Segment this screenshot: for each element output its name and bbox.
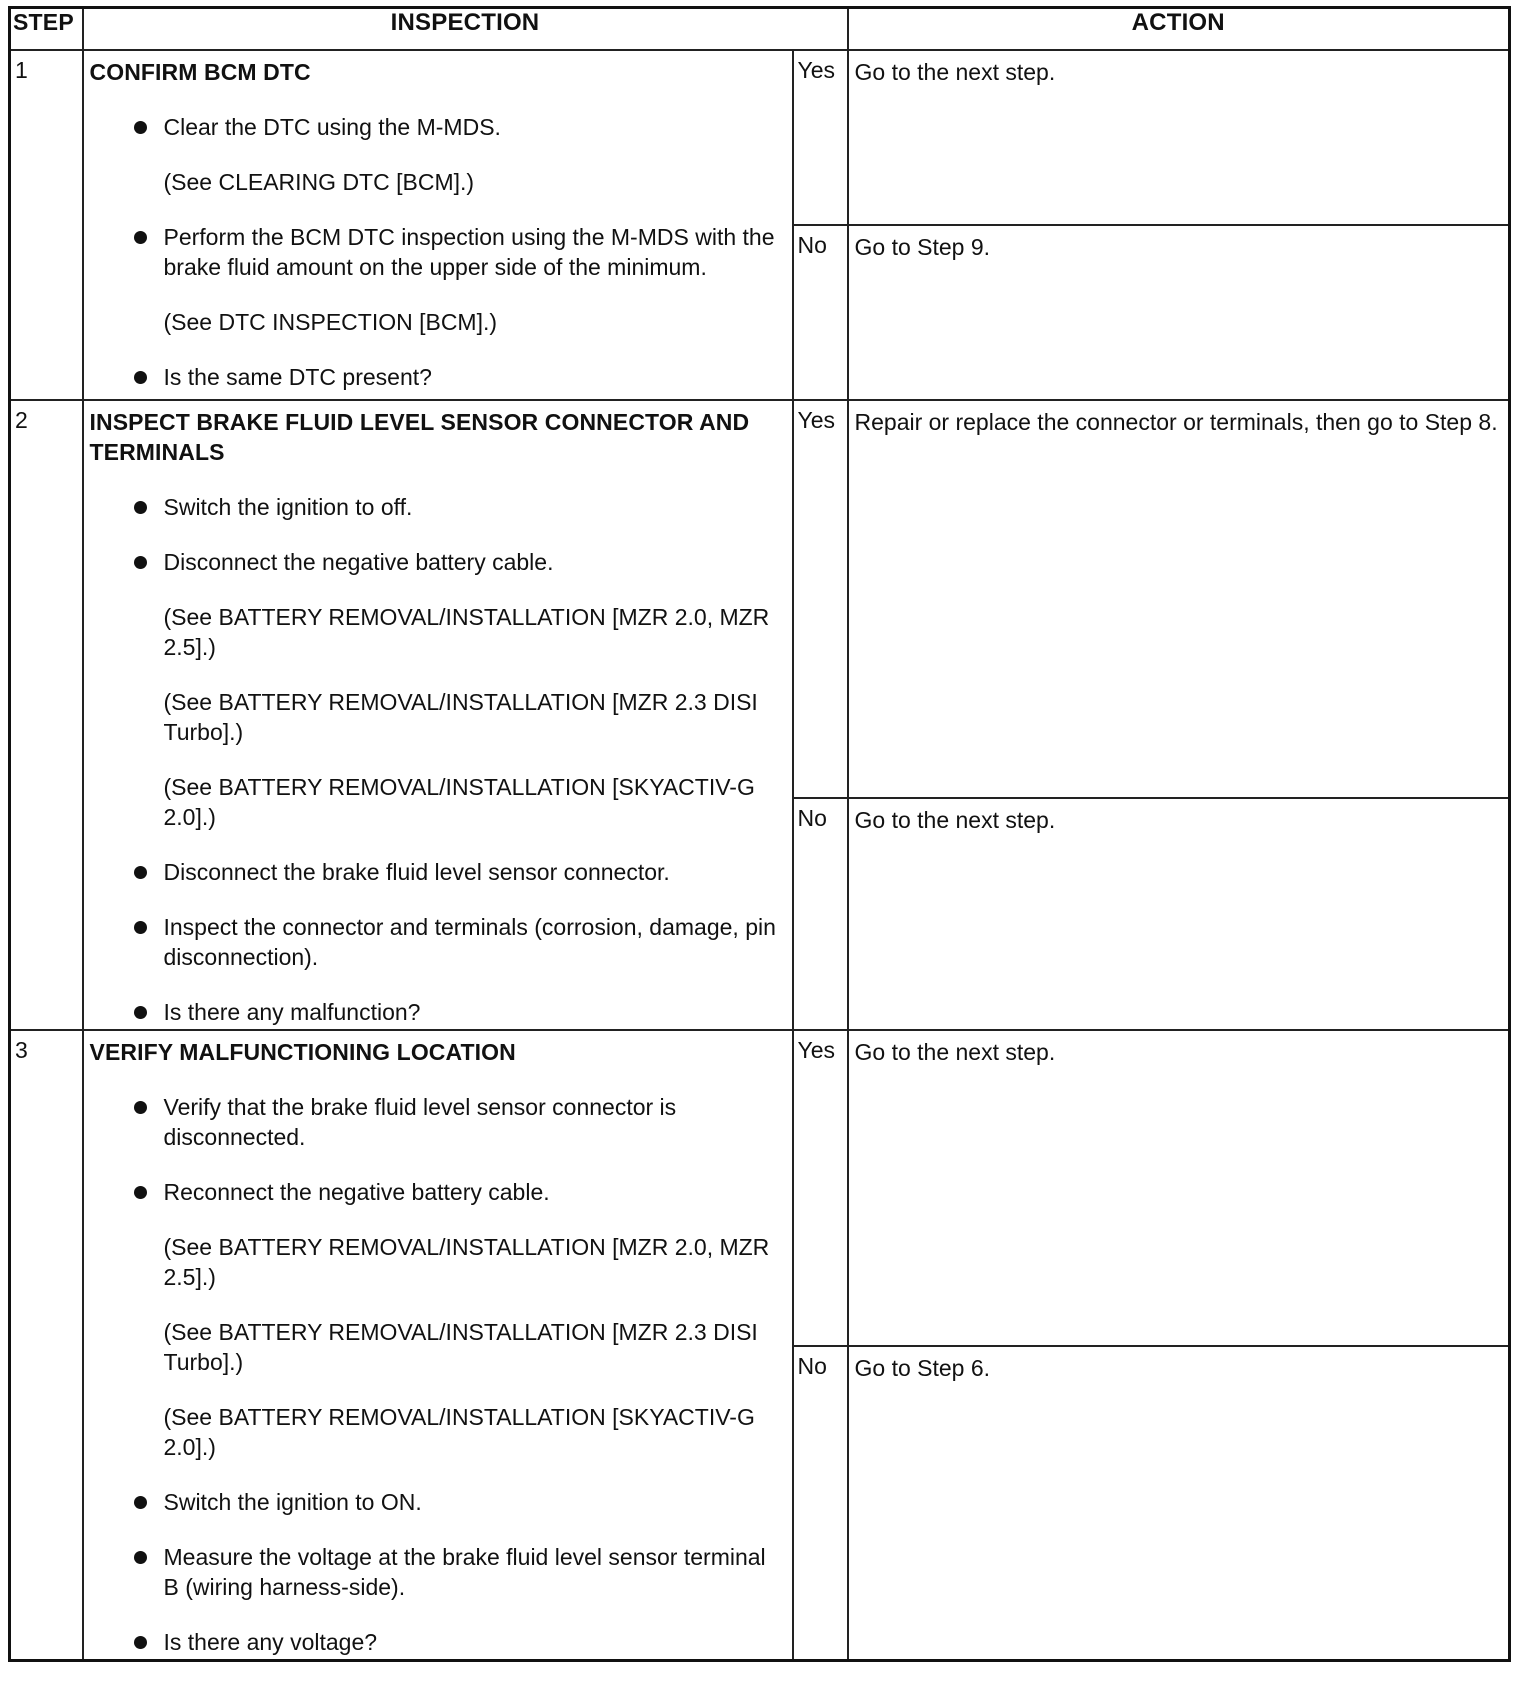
- bullet-text: Switch the ignition to ON.: [163, 1489, 422, 1515]
- bullet-text: Measure the voltage at the brake fluid level sensor terminal B (wiring harness-side).: [163, 1544, 766, 1600]
- header-row: [10, 8, 1510, 51]
- reference-text: (See BATTERY REMOVAL/INSTALLATION [MZR 2.0, MZR 2.5].): [163, 604, 770, 660]
- bullet-dot-icon: [134, 1636, 147, 1649]
- inspection-cell: [83, 400, 793, 1030]
- yes-action: Repair or replace the connector or terminals, then go to Step 8.: [848, 400, 1510, 798]
- step-number: 1: [10, 50, 83, 400]
- bullet-text: Verify that the brake fluid level sensor connector is disconnected.: [163, 1094, 677, 1150]
- no-action: Go to Step 6.: [848, 1346, 1510, 1661]
- yes-label: Yes: [793, 400, 848, 798]
- inspection-header: INSPECTION: [83, 8, 848, 51]
- bullet-dot-icon: [134, 866, 147, 879]
- bullet-item: [90, 222, 782, 282]
- bullet-text: Disconnect the negative battery cable.: [163, 549, 554, 575]
- step-number: 3: [10, 1030, 83, 1661]
- bullet-dot-icon: [134, 1101, 147, 1114]
- bullet-text: Perform the BCM DTC inspection using the M-MDS with the brake fluid amount on the upper side of the minimum.: [163, 224, 775, 280]
- bullet-dot-icon: [134, 1186, 147, 1199]
- step-row-3: [10, 1030, 1510, 1346]
- action-header: ACTION: [848, 8, 1510, 51]
- bullet-dot-icon: [134, 501, 147, 514]
- inspection-cell: [83, 1030, 793, 1661]
- bullet-dot-icon: [134, 556, 147, 569]
- reference-text: (See BATTERY REMOVAL/INSTALLATION [MZR 2.3 DISI Turbo].): [163, 1319, 758, 1375]
- inspection-cell: [83, 50, 793, 400]
- bullet-item: [90, 1487, 782, 1517]
- yes-action: Go to the next step.: [848, 1030, 1510, 1346]
- no-action: Go to Step 9.: [848, 225, 1510, 400]
- bullet-text: Is there any voltage?: [163, 1629, 378, 1655]
- bullet-item: [90, 997, 782, 1027]
- bullet-item: [90, 1542, 782, 1602]
- bullet-item: [90, 1092, 782, 1152]
- bullet-text: Is the same DTC present?: [163, 364, 432, 390]
- bullet-dot-icon: [134, 921, 147, 934]
- step-row-1: [10, 50, 1510, 225]
- bullet-item: [90, 112, 782, 142]
- bullet-item: [90, 547, 782, 577]
- step-row-2: [10, 400, 1510, 798]
- reference-text: (See DTC INSPECTION [BCM].): [163, 309, 498, 335]
- bullet-text: Reconnect the negative battery cable.: [163, 1179, 550, 1205]
- bullet-text: Disconnect the brake fluid level sensor connector.: [163, 859, 670, 885]
- bullet-dot-icon: [134, 1006, 147, 1019]
- reference-text: (See BATTERY REMOVAL/INSTALLATION [MZR 2.0, MZR 2.5].): [163, 1234, 770, 1290]
- bullet-text: Is there any malfunction?: [163, 999, 421, 1025]
- reference-text: (See BATTERY REMOVAL/INSTALLATION [MZR 2.3 DISI Turbo].): [163, 689, 758, 745]
- bullet-dot-icon: [134, 371, 147, 384]
- bullet-item: [90, 362, 782, 392]
- no-label: No: [793, 798, 848, 1030]
- bullet-item: [90, 1177, 782, 1207]
- step-number: 2: [10, 400, 83, 1030]
- reference-text: (See CLEARING DTC [BCM].): [163, 169, 475, 195]
- bullet-dot-icon: [134, 231, 147, 244]
- yes-label: Yes: [793, 1030, 848, 1346]
- step-header: STEP: [10, 8, 83, 51]
- steps-body: [10, 50, 1510, 1661]
- no-label: No: [793, 1346, 848, 1661]
- step-title: CONFIRM BCM DTC: [89, 59, 311, 85]
- bullet-dot-icon: [134, 121, 147, 134]
- no-action: Go to the next step.: [848, 798, 1510, 1030]
- bullet-item: [90, 857, 782, 887]
- yes-label: Yes: [793, 50, 848, 225]
- bullet-dot-icon: [134, 1551, 147, 1564]
- bullet-dot-icon: [134, 1496, 147, 1509]
- bullet-item: [90, 1627, 782, 1657]
- step-title: VERIFY MALFUNCTIONING LOCATION: [89, 1039, 516, 1065]
- step-title: INSPECT BRAKE FLUID LEVEL SENSOR CONNECTOR AND TERMINALS: [89, 409, 750, 465]
- no-label: No: [793, 225, 848, 400]
- reference-text: (See BATTERY REMOVAL/INSTALLATION [SKYACTIV-G 2.0].): [163, 1404, 755, 1460]
- bullet-item: [90, 492, 782, 522]
- inspection-table: [8, 6, 1511, 1662]
- reference-text: (See BATTERY REMOVAL/INSTALLATION [SKYACTIV-G 2.0].): [163, 774, 755, 830]
- yes-action: Go to the next step.: [848, 50, 1510, 225]
- bullet-text: Switch the ignition to off.: [163, 494, 413, 520]
- bullet-text: Inspect the connector and terminals (corrosion, damage, pin disconnection).: [163, 914, 776, 970]
- bullet-text: Clear the DTC using the M-MDS.: [163, 114, 501, 140]
- bullet-item: [90, 912, 782, 972]
